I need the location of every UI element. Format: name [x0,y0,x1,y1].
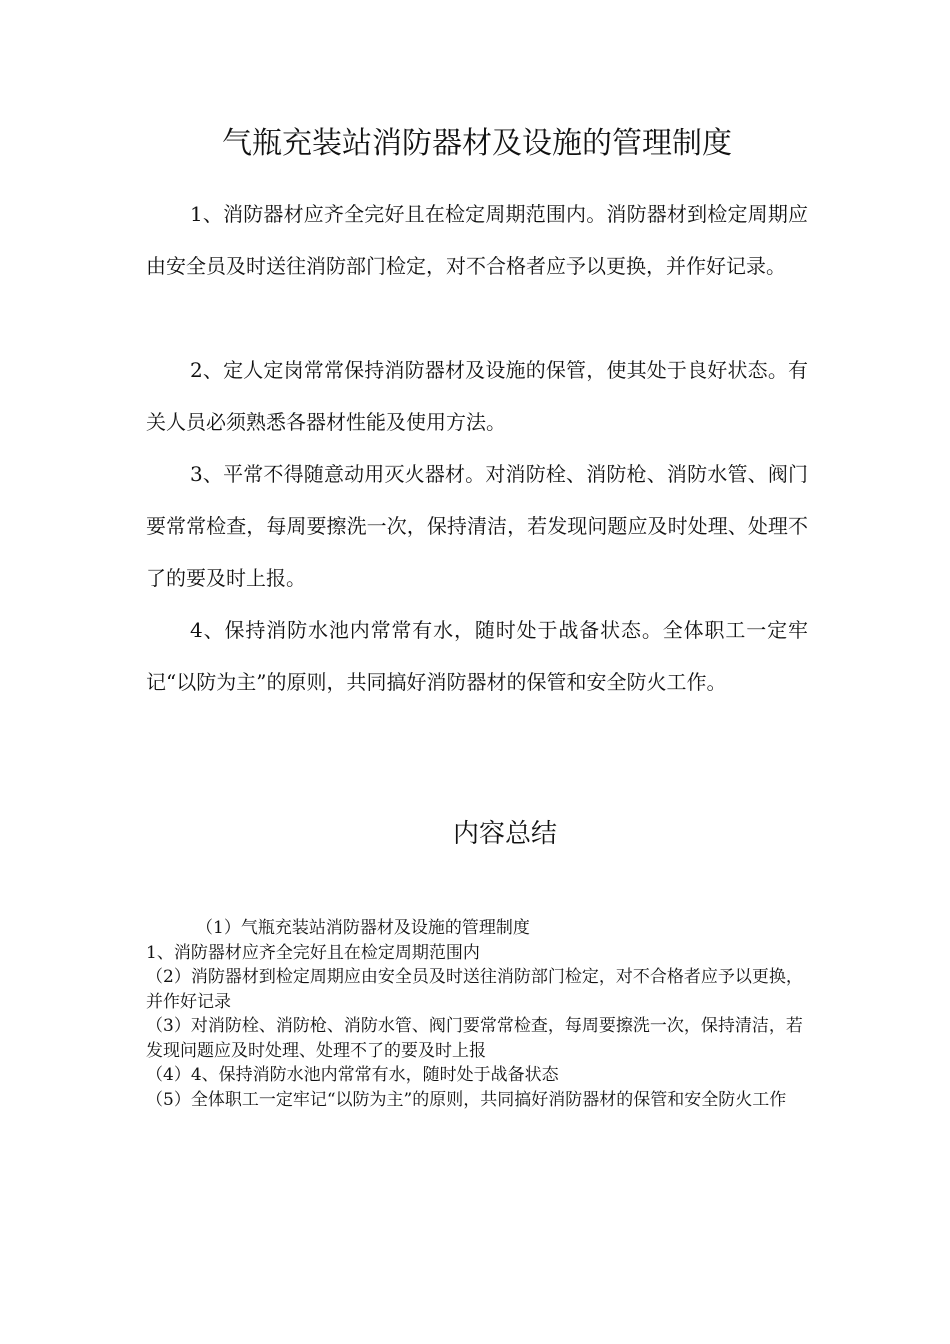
summary-item: 1、消防器材应齐全完好且在检定周期范围内 [146,942,480,963]
summary-item: （2）消防器材到检定周期应由安全员及时送往消防部门检定，对不合格者应予以更换，并作好记录 [146,967,803,1012]
summary-list [146,916,808,1112]
paragraph-4: 4、保持消防水池内常常有水，随时处于战备状态。全体职工一定牢记“以防为主”的原则，共同搞好消防器材的保管和安全防火工作。 [146,618,808,694]
summary-item: （1）气瓶充装站消防器材及设施的管理制度 [196,918,530,938]
summary-item: （4）4、保持消防水池内常常有水，随时处于战备状态 [146,1065,559,1085]
summary-heading: 内容总结 [452,819,557,849]
summary-item: （5）全体职工一定牢记“以防为主”的原则，共同搞好消防器材的保管和安全防火工作 [146,1089,787,1110]
paragraph-2: 2、定人定岗常常保持消防器材及设施的保管，使其处于良好状态。有关人员必须熟悉各器材性能及使用方法。 [146,358,808,434]
document-title: 气瓶充装站消防器材及设施的管理制度 [222,126,732,161]
paragraph-1: 1、消防器材应齐全完好且在检定周期范围内。消防器材到检定周期应由安全员及时送往消防部门检定，对不合格者应予以更换，并作好记录。 [146,202,808,278]
summary-item: （3）对消防栓、消防枪、消防水管、阀门要常常检查，每周要擦洗一次，保持清洁，若发现问题应及时处理、处理不了的要及时上报 [146,1016,803,1061]
paragraph-3: 3、平常不得随意动用灭火器材。对消防栓、消防枪、消防水管、阀门要常常检查，每周要擦洗一次，保持清洁，若发现问题应及时处理、处理不了的要及时上报。 [146,462,808,590]
